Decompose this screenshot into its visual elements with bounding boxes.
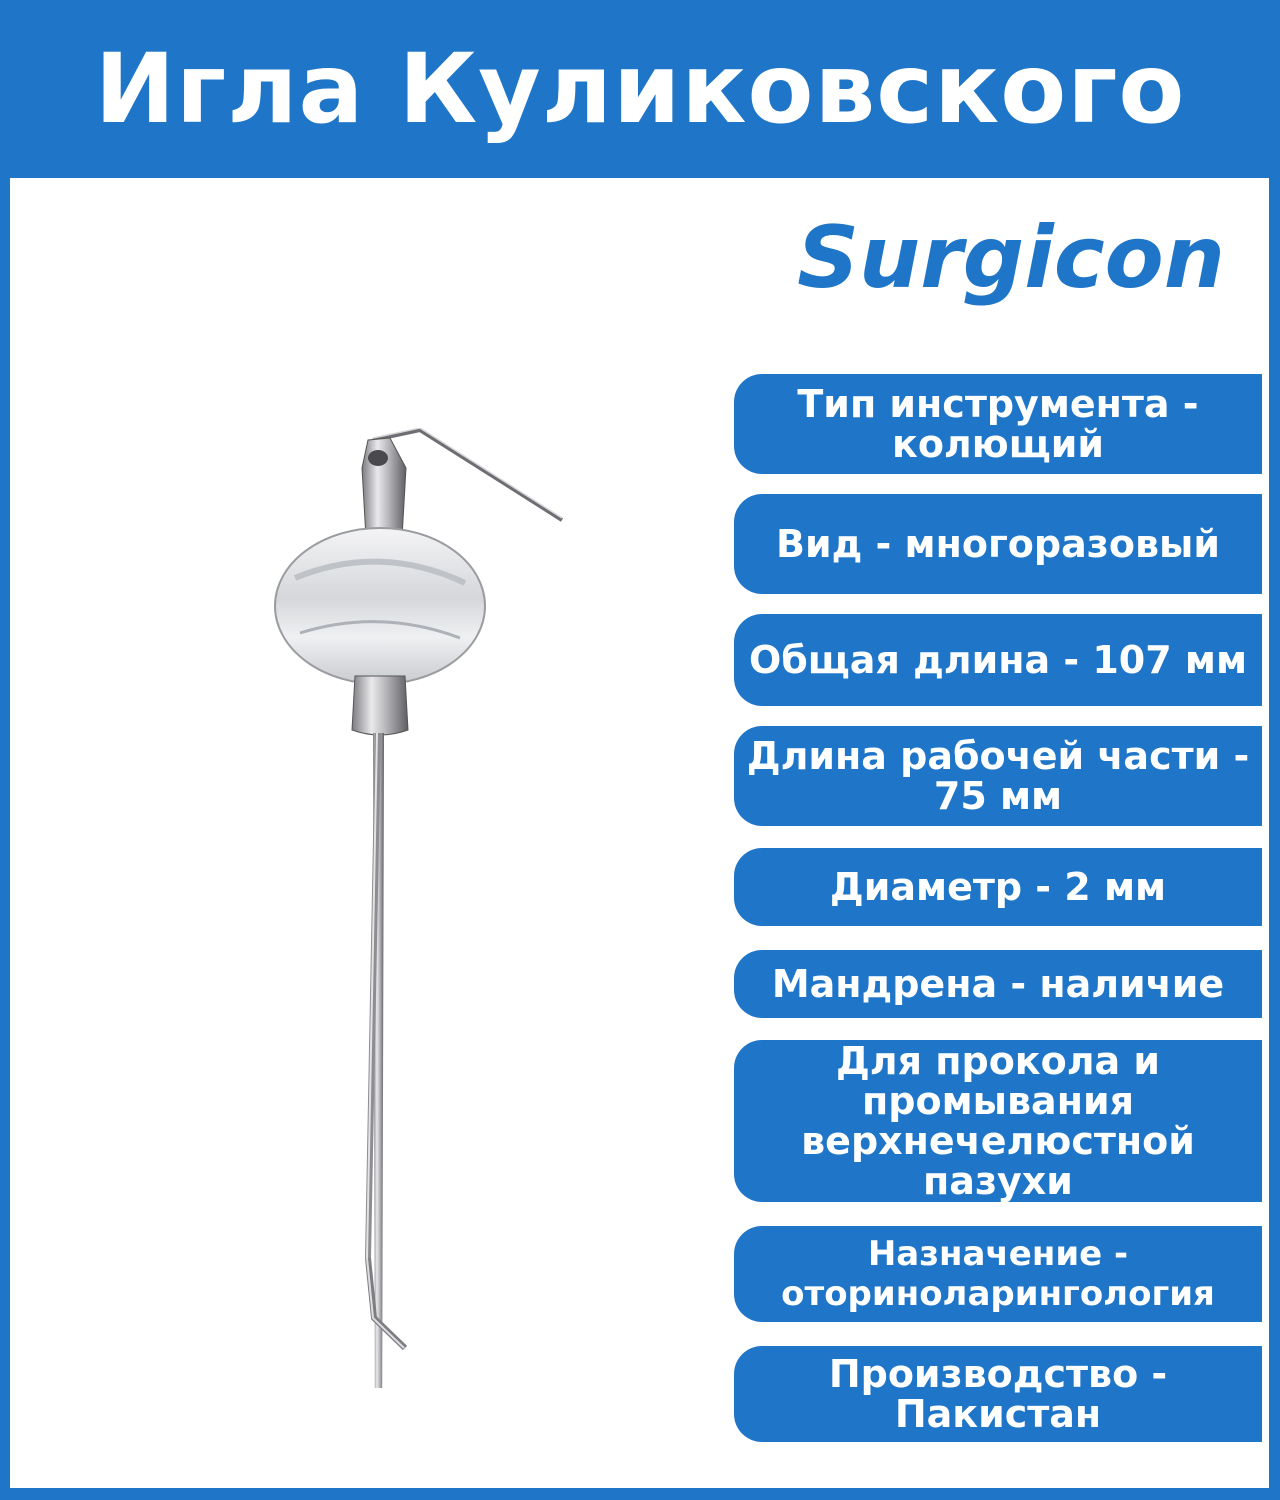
spec-total-length: Общая длина - 107 мм — [734, 614, 1262, 706]
needle-instrument-image — [250, 428, 590, 1388]
spec-purpose-puncture: Для прокола и промывания верхнечелюстной пазухи — [734, 1040, 1262, 1202]
spec-diameter: Диаметр - 2 мм — [734, 848, 1262, 926]
needle-tip — [368, 1258, 405, 1348]
brand-name: Surgicon — [797, 208, 1225, 308]
spec-type: Тип инструмента - колющий — [734, 374, 1262, 474]
spec-working-length: Длина рабочей части - 75 мм — [734, 726, 1262, 826]
needle-handle — [275, 528, 485, 684]
spec-specialty: Назначение - оториноларингология — [734, 1226, 1262, 1322]
spec-origin: Производство - Пакистан — [734, 1346, 1262, 1442]
page-title: Игла Куликовского — [94, 33, 1186, 145]
spec-mandrin: Мандрена - наличие — [734, 950, 1262, 1018]
spec-kind: Вид - многоразовый — [734, 494, 1262, 594]
